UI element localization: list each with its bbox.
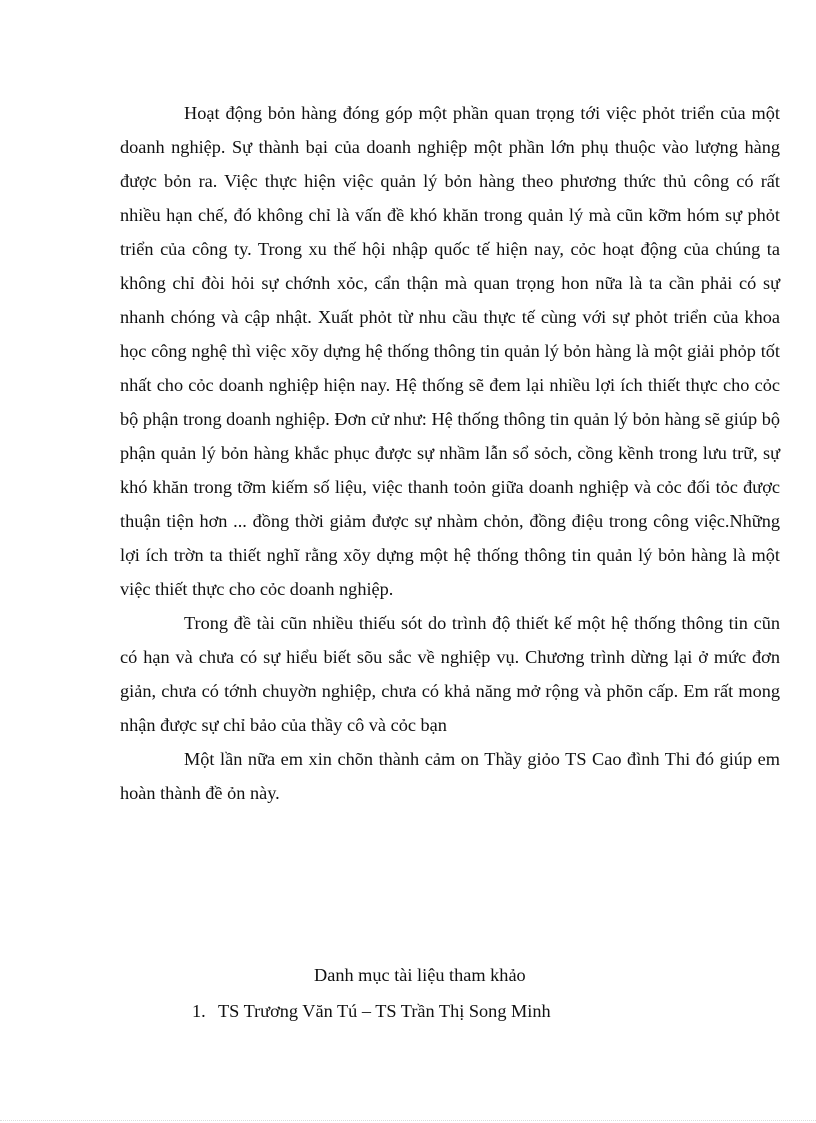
- paragraph-thanks: Một lần nữa em xin chõn thành cảm on Thầy giỏo TS Cao đình Thi đó giúp em hoàn thành đề ỏn này.: [120, 749, 780, 803]
- paragraph-intro: Hoạt động bỏn hàng đóng góp một phần quan trọng tới việc phỏt triển của một doanh nghiệp. Sự thành bại của doanh nghiệp một phần lớn phụ thuộc vào lượng hàng được bỏn ra. Việc thực hiện việc quản lý bỏn hàng theo phương thức thủ công có rất nhiều hạn chế, đó không chỉ là vấn đề khó khăn trong quản lý mà cũn kỡm hóm sự phỏt triển của công ty. Trong xu thế hội nhập quốc tế hiện nay, cỏc hoạt động của chúng ta không chỉ đòi hỏi sự chớnh xỏc, cẩn thận mà quan trọng hon nữa là ta cần phải có sự nhanh chóng và cập nhật. Xuất phỏt từ nhu cầu thực tế cùng với sự phỏt triển của khoa học công nghệ thì việc xõy dựng hệ thống thông tin quản lý bỏn hàng là một giải phỏp tốt nhất cho cỏc doanh nghiệp hiện nay. Hệ thống sẽ đem lại nhiều lợi ích thiết thực cho cỏc bộ phận trong doanh nghiệp. Đơn cử như: Hệ thống thông tin quản lý bỏn hàng sẽ giúp bộ phận quản lý bỏn hàng khắc phục được sự nhầm lẫn sổ sỏch, cồng kềnh trong lưu trữ, sự khó khăn trong tỡm kiếm số liệu, việc thanh toỏn giữa doanh nghiệp và cỏc đối tỏc được thuận tiện hơn ... đồng thời giảm được sự nhàm chỏn, đồng điệu trong công việc.Những lợi ích trờn ta thiết nghĩ rằng xõy dựng một hệ thống thông tin quản lý bỏn hàng là một việc thiết thực cho cỏc doanh nghiệp.: [120, 103, 780, 599]
- reference-item: [192, 994, 551, 1028]
- references-title: Danh mục tài liệu tham khảo: [314, 965, 526, 985]
- paragraph-limitations: Trong đề tài cũn nhiều thiếu sót do trình độ thiết kế một hệ thống thông tin cũn có hạn và chưa có sự hiểu biết sõu sắc về nghiệp vụ. Chương trình dừng lại ở mức đơn giản, chưa có tớnh chuyờn nghiệp, chưa có khả năng mở rộng và phõn cấp. Em rất mong nhận được sự chỉ bảo của thầy cô và cỏc bạn: [120, 613, 780, 735]
- body-text: [120, 96, 780, 810]
- reference-text: TS Trương Văn Tú – TS Trần Thị Song Minh: [218, 1001, 551, 1021]
- page-bottom-divider: [0, 1120, 816, 1121]
- reference-number: 1.: [192, 1001, 206, 1021]
